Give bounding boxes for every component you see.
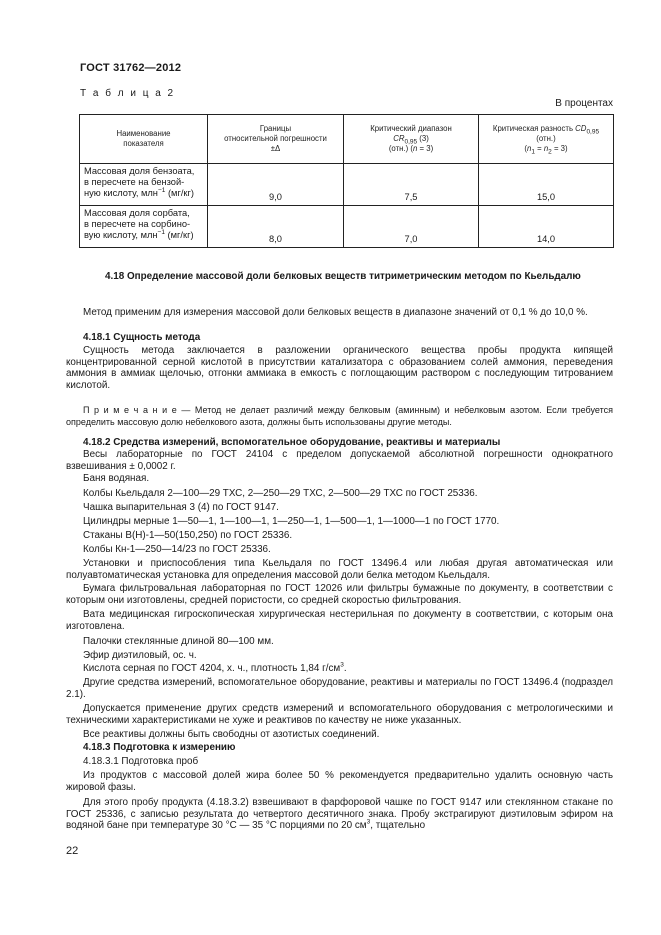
document-header: ГОСТ 31762—2012 <box>80 62 182 74</box>
page-number: 22 <box>66 845 79 857</box>
list-item: Допускается применение других средств измерений и вспомогательного оборудования с метрологическими и техническими характеристиками не хуже и реактивов по качеству не ниже указанных. <box>66 703 613 726</box>
list-item: Эфир диэтиловый, ос. ч. <box>83 650 197 661</box>
header-error-bounds: Границы относительной погрешности ±Δ <box>208 115 344 164</box>
note-label: П р и м е ч а н и е <box>83 405 177 415</box>
list-item: Все реактивы должны быть свободны от азотистых соединений. <box>83 729 380 740</box>
row-value: 7,0 <box>344 206 479 248</box>
essence-paragraph: Сущность метода заключается в разложении органического вещества пробы продукта кипящей концентрированной серной кислотой в присутствии катализатора с образованием солей аммония, переведения аммония в аммиак щелочью, отгонки аммиака в емкость с поглощающим раствором с последующим титрованием кислотой. <box>66 345 613 391</box>
table-header-row <box>80 115 614 164</box>
header-indicator: Наименование показателя <box>80 115 208 164</box>
data-table <box>79 114 614 248</box>
scope-paragraph: Метод применим для измерения массовой доли белковых веществ в диапазоне значений от 0,1 % до 10,0 %. <box>83 307 588 318</box>
list-item: Кислота серная по ГОСТ 4204, х. ч., плотность 1,84 $г/см^3$. <box>83 661 347 674</box>
list-item: Баня водяная. <box>83 473 150 484</box>
list-item: Другие средства измерений, вспомогательное оборудование, реактивы и материалы по ГОСТ 13496.4 (подраздел 2.1). <box>66 677 613 700</box>
table-row <box>80 164 614 206</box>
list-item: Бумага фильтровальная лабораторная по ГОСТ 12026 или фильтры бумажные по документу, в соответствии с которым они изготовлены, средней пористости, со средней скоростью фильтрования. <box>66 583 613 606</box>
heading-4-18-3: 4.18.3 Подготовка к измерению <box>83 742 236 753</box>
header-critical-difference: Критическая разность $CD_{0,95}$ (отн.) $(n_1 = n_2 = 3)$ <box>479 115 614 164</box>
row-value: 14,0 <box>479 206 614 248</box>
list-item: Вата медицинская гигроскопическая хирургическая нестерильная по документу в соответствии, с которым она изготовлена. <box>66 609 613 632</box>
list-item: Колбы Кн-1—250—14/23 по ГОСТ 25336. <box>83 544 271 555</box>
heading-4-18-1: 4.18.1 Сущность метода <box>83 332 201 343</box>
row-value: 15,0 <box>479 164 614 206</box>
row-name: Массовая доля бензоата, в пересчете на бензой- ную кислоту, млн$^{-1}$ (мг/кг) <box>80 164 208 206</box>
section-heading-4-18: 4.18 Определение массовой доли белковых веществ титриметрическим методом по Кьельдалю <box>105 271 581 282</box>
table-caption: Т а б л и ц а 2 <box>80 88 176 99</box>
fat-paragraph: Из продуктов с массовой долей жира более 50 % рекомендуется предварительно удалить основную часть жировой фазы. <box>66 770 613 793</box>
row-name: Массовая доля сорбата, в пересчете на сорбино- вую кислоту, млн$^{-1}$ (мг/кг) <box>80 206 208 248</box>
list-item: Цилиндры мерные 1—50—1, 1—100—1, 1—250—1, 1—500—1, 1—1000—1 по ГОСТ 1770. <box>83 516 500 527</box>
list-item: Стаканы В(Н)-1—50(150,250) по ГОСТ 25336. <box>83 530 293 541</box>
row-value: 8,0 <box>208 206 344 248</box>
list-item: Весы лабораторные по ГОСТ 24104 с пределом допускаемой абсолютной погрешности однократного взвешивания ± 0,0002 г. <box>66 449 613 472</box>
list-item: Колбы Кьельдаля 2—100—29 ТХС, 2—250—29 ТХС, 2—500—29 ТХС по ГОСТ 25336. <box>83 488 478 499</box>
sample-paragraph: Для этого пробу продукта (4.18.3.2) взвешивают в фарфоровой чашке по ГОСТ 9147 или стеклянном стакане по ГОСТ 25336, с записью результата до четвертого десятичного знака. Пробу экстрагируют диэтиловым эфиром на водяной бане при температуре 30 °С — 35 °С порциями по 20 $см^3$, тщательно <box>66 797 613 832</box>
header-critical-range: Критический диапазон $CR_{0,95}$ (3) (отн.) (n = 3) <box>344 115 479 164</box>
list-item: Палочки стеклянные длиной 80—100 мм. <box>83 636 274 647</box>
table-unit: В процентах <box>555 98 613 109</box>
list-item: Чашка выпарительная 3 (4) по ГОСТ 9147. <box>83 502 279 513</box>
table-row <box>80 206 614 248</box>
note-paragraph <box>66 405 613 428</box>
heading-4-18-2: 4.18.2 Средства измерений, вспомогательное оборудование, реактивы и материалы <box>83 437 501 448</box>
row-value: 9,0 <box>208 164 344 206</box>
note-text: — Метод не делает различий между белковым (аминным) и небелковым азотом. Если требуется определить массовую долю небелкового азота, должны быть использованы другие методы. <box>66 405 613 427</box>
list-item: Установки и приспособления типа Кьельдаля по ГОСТ 13496.4 или любая другая автоматическая или полуавтоматическая установка для определения массовой доли белка методом Кьельдаля. <box>66 558 613 581</box>
heading-4-18-3-1: 4.18.3.1 Подготовка проб <box>83 756 199 767</box>
row-value: 7,5 <box>344 164 479 206</box>
